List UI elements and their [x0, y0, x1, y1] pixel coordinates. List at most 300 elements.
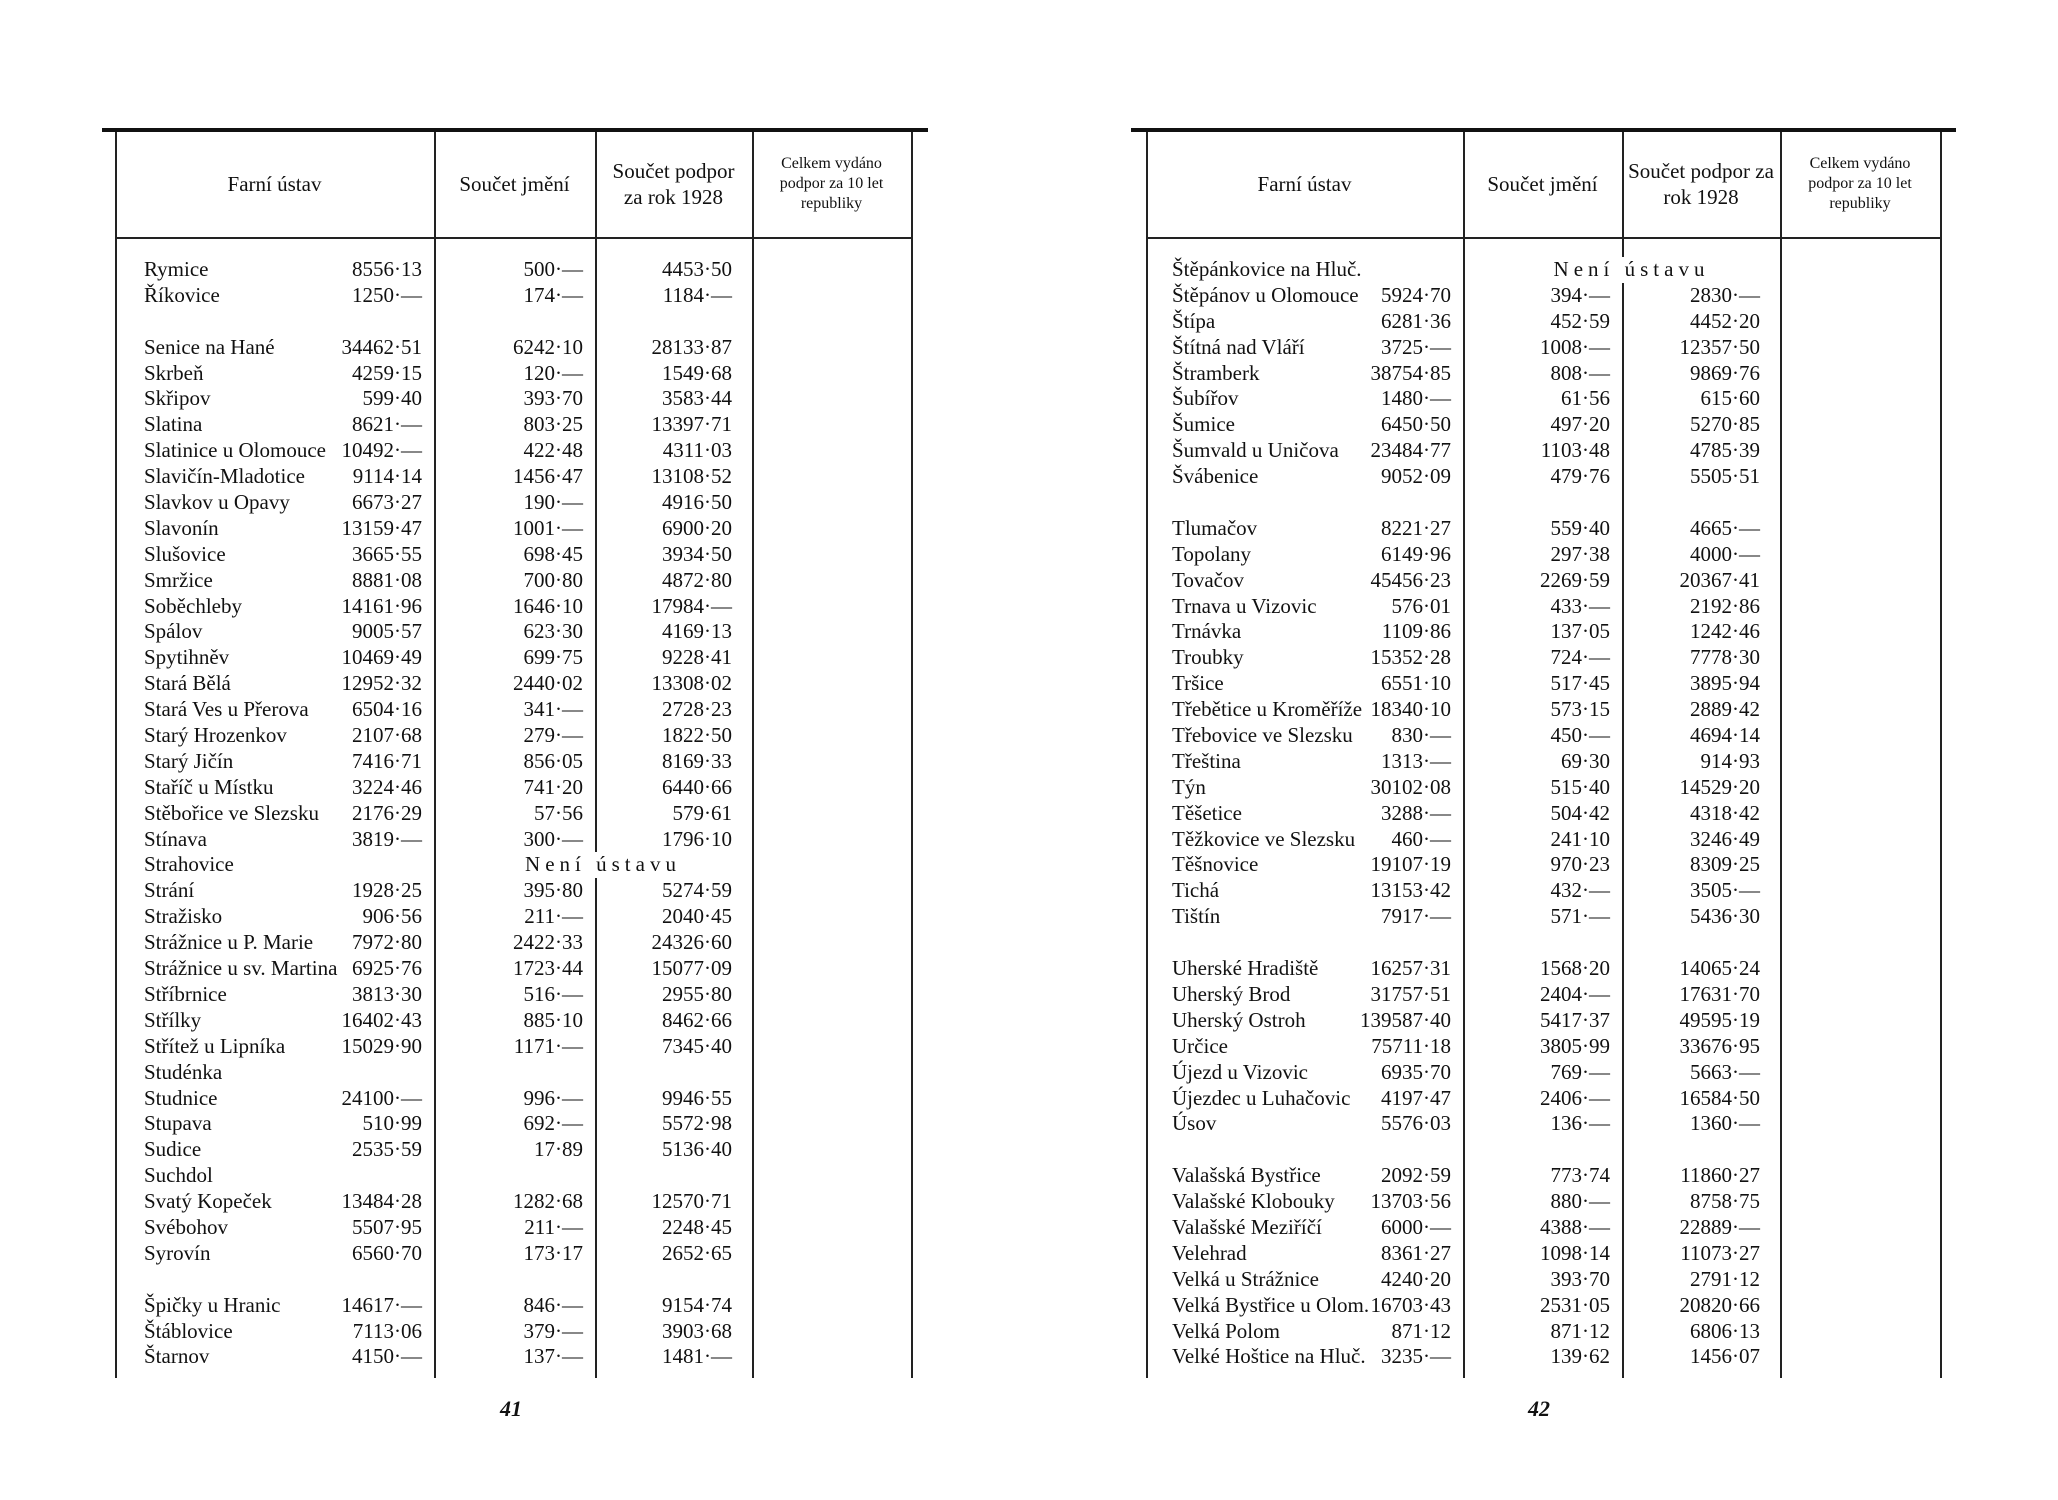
- parish-name: Šumice: [1172, 412, 1235, 437]
- support-1928-value: 211·—: [524, 1214, 583, 1239]
- assets-value: 3725·—: [1381, 334, 1451, 359]
- assets-value: 139587·40: [1360, 1007, 1451, 1032]
- parish-name: Stará Bělá: [144, 671, 231, 696]
- total-10-years-value: 1481·—: [662, 1344, 732, 1369]
- assets-value: 6925·76: [352, 956, 422, 981]
- assets-value: 6551·10: [1381, 671, 1451, 696]
- support-1928-value: 741·20: [523, 774, 583, 799]
- support-1928-value: 241·10: [1550, 826, 1610, 851]
- support-1928-value: 173·17: [523, 1240, 583, 1265]
- support-1928-value: 1103·48: [1540, 438, 1610, 463]
- total-10-years-value: 8462·66: [662, 1007, 732, 1032]
- support-1928-value: 698·45: [523, 541, 583, 566]
- parish-name: Štramberk: [1172, 360, 1260, 385]
- assets-value: 1250·—: [352, 282, 422, 307]
- total-10-years-value: 4453·50: [662, 257, 732, 281]
- parish-name: Strahovice: [144, 852, 234, 877]
- assets-value: 6504·16: [352, 697, 422, 722]
- assets-value: 510·99: [362, 1111, 422, 1136]
- assets-value: 599·40: [362, 386, 422, 411]
- total-10-years-value: 1242·46: [1690, 619, 1760, 644]
- parish-name: Rymice: [144, 257, 209, 281]
- total-10-years-value: 33676·95: [1679, 1033, 1760, 1058]
- total-10-years-value: 4169·13: [662, 619, 732, 644]
- support-1928-value: 433·—: [1550, 593, 1610, 618]
- parish-name: Studnice: [144, 1085, 218, 1110]
- support-1928-value: 2404·—: [1540, 981, 1610, 1006]
- parish-name: Uherský Ostroh: [1172, 1007, 1306, 1032]
- assets-value: 14161·96: [341, 593, 422, 618]
- total-10-years-value: 4311·03: [662, 438, 732, 463]
- assets-value: 3665·55: [352, 541, 422, 566]
- parish-name: Skřipov: [144, 386, 211, 411]
- header-soucet-podpor: Součet podpor za rok 1928: [612, 158, 735, 209]
- assets-value: 3224·46: [352, 774, 422, 799]
- assets-value: 23484·77: [1370, 438, 1451, 463]
- assets-value: 7113·06: [352, 1318, 422, 1343]
- parish-name: Smržice: [144, 567, 213, 592]
- total-10-years-value: 579·61: [672, 800, 732, 825]
- parish-name: Slavonín: [144, 515, 219, 540]
- parish-name: Stěbořice ve Slezsku: [144, 800, 319, 825]
- support-1928-value: 4388·—: [1540, 1214, 1610, 1239]
- total-10-years-value: 15077·09: [651, 956, 732, 981]
- assets-value: 8361·27: [1381, 1240, 1451, 1265]
- header-rule: [115, 237, 911, 239]
- parish-name: Střílky: [144, 1007, 202, 1032]
- parish-name: Třebovice ve Slezsku: [1172, 723, 1353, 748]
- parish-name: Trnava u Vizovic: [1172, 593, 1317, 618]
- total-10-years-value: 3934·50: [662, 541, 732, 566]
- support-1928-value: 300·—: [523, 826, 583, 851]
- assets-value: 2176·29: [352, 800, 422, 825]
- total-10-years-value: 11073·27: [1680, 1240, 1760, 1265]
- assets-value: 7416·71: [352, 748, 422, 773]
- parish-name: Staříč u Místku: [144, 774, 274, 799]
- total-10-years-value: 2728·23: [662, 697, 732, 722]
- assets-value: 1313·—: [1381, 748, 1451, 773]
- parish-name: Štěpánov u Olomouce: [1172, 282, 1359, 307]
- assets-value: 19107·19: [1370, 852, 1451, 877]
- total-10-years-value: 3903·68: [662, 1318, 732, 1343]
- total-10-years-value: 5572·98: [662, 1111, 732, 1136]
- parish-name: Slavičín-Mladotice: [144, 464, 305, 489]
- parish-name: Štěpánkovice na Hluč.: [1172, 257, 1362, 281]
- total-10-years-value: 4452·20: [1690, 308, 1760, 333]
- support-1928-value: 699·75: [523, 645, 583, 670]
- support-1928-value: 341·—: [523, 697, 583, 722]
- column-rule: [752, 132, 754, 1378]
- parish-name: Štáblovice: [144, 1318, 233, 1343]
- total-10-years-value: 8169·33: [662, 748, 732, 773]
- assets-value: 45456·23: [1370, 567, 1451, 592]
- parish-name: Strážnice u P. Marie: [144, 930, 314, 955]
- header-farni-ustav: Farní ústav: [1257, 171, 1352, 196]
- support-1928-value: 517·45: [1550, 671, 1610, 696]
- parish-name: Slušovice: [144, 541, 226, 566]
- support-1928-value: 497·20: [1550, 412, 1610, 437]
- total-10-years-value: 4872·80: [662, 567, 732, 592]
- support-1928-value: 450·—: [1550, 723, 1610, 748]
- assets-value: 7972·80: [352, 930, 422, 955]
- support-1928-value: 808·—: [1550, 360, 1610, 385]
- total-10-years-value: 9228·41: [662, 645, 732, 670]
- parish-name: Třebětice u Kroměříže: [1172, 697, 1363, 722]
- total-10-years-value: 4000·—: [1690, 541, 1760, 566]
- parish-name: Velká Bystřice u Olom.: [1172, 1292, 1370, 1317]
- parish-name: Velké Hoštice na Hluč.: [1172, 1344, 1366, 1369]
- parish-name: Topolany: [1172, 541, 1252, 566]
- assets-value: 16703·43: [1370, 1292, 1451, 1317]
- assets-value: 3813·30: [352, 981, 422, 1006]
- total-10-years-value: 20367·41: [1679, 567, 1760, 592]
- parish-name: Štarnov: [144, 1344, 210, 1369]
- support-1928-value: 394·—: [1550, 282, 1610, 307]
- assets-value: 4259·15: [352, 360, 422, 385]
- support-1928-value: 120·—: [523, 360, 583, 385]
- parish-name: Újezdec u Luhačovic: [1172, 1085, 1351, 1110]
- assets-value: 15352·28: [1370, 645, 1451, 670]
- support-1928-value: 422·48: [523, 438, 583, 463]
- parish-name: Tichá: [1172, 878, 1220, 903]
- support-1928-value: 393·70: [1550, 1266, 1610, 1291]
- total-10-years-value: 1456·07: [1690, 1344, 1760, 1369]
- assets-value: 6935·70: [1381, 1059, 1451, 1084]
- assets-value: 13153·42: [1370, 878, 1451, 903]
- total-10-years-value: 2955·80: [662, 981, 732, 1006]
- parish-name: Štípa: [1172, 308, 1216, 333]
- support-1928-value: 432·—: [1550, 878, 1610, 903]
- table-top-rule: [1131, 128, 1956, 132]
- assets-value: 6281·36: [1381, 308, 1451, 333]
- support-1928-value: 1171·—: [513, 1033, 583, 1058]
- parish-name: Strání: [144, 878, 195, 903]
- parish-name: Slatina: [144, 412, 203, 437]
- total-10-years-value: 28133·87: [651, 334, 732, 359]
- total-10-years-value: 5274·59: [662, 878, 732, 903]
- support-1928-value: 6242·10: [513, 334, 583, 359]
- not-exists-note: Není ústavu: [1483, 257, 1780, 283]
- total-10-years-value: 6440·66: [662, 774, 732, 799]
- support-1928-value: 2269·59: [1540, 567, 1610, 592]
- parish-name: Velká u Strážnice: [1172, 1266, 1319, 1291]
- support-1928-value: 846·—: [523, 1292, 583, 1317]
- parish-name: Švábenice: [1172, 464, 1259, 489]
- support-1928-value: 17·89: [534, 1137, 583, 1162]
- parish-name: Suchdol: [144, 1163, 213, 1188]
- support-1928-value: 571·—: [1550, 904, 1610, 929]
- assets-value: 9114·14: [352, 464, 422, 489]
- assets-value: 2092·59: [1381, 1163, 1451, 1188]
- parish-name: Těžkovice ve Slezsku: [1172, 826, 1356, 851]
- total-10-years-value: 5436·30: [1690, 904, 1760, 929]
- assets-value: 4150·—: [352, 1344, 422, 1369]
- parish-name: Slavkov u Opavy: [144, 490, 290, 515]
- total-10-years-value: 13397·71: [651, 412, 732, 437]
- support-1928-value: 279·—: [523, 723, 583, 748]
- total-10-years-value: 2889·42: [1690, 697, 1760, 722]
- parish-name: Velehrad: [1172, 1240, 1247, 1265]
- assets-value: 5924·70: [1381, 282, 1451, 307]
- total-10-years-value: 6806·13: [1690, 1318, 1760, 1343]
- assets-value: 12952·32: [341, 671, 422, 696]
- assets-value: 6560·70: [352, 1240, 422, 1265]
- parish-name: Špičky u Hranic: [144, 1292, 281, 1317]
- parish-name: Skrbeň: [144, 360, 204, 385]
- support-1928-value: 2406·—: [1540, 1085, 1610, 1110]
- support-1928-value: 500·—: [523, 257, 583, 281]
- support-1928-value: 700·80: [523, 567, 583, 592]
- assets-value: 10469·49: [341, 645, 422, 670]
- page-number: 42: [1528, 1396, 1550, 1421]
- assets-value: 871·12: [1391, 1318, 1451, 1343]
- total-10-years-value: 11860·27: [1680, 1163, 1760, 1188]
- total-10-years-value: 13308·02: [651, 671, 732, 696]
- total-10-years-value: 1549·68: [662, 360, 732, 385]
- total-10-years-value: 14065·24: [1679, 956, 1760, 981]
- total-10-years-value: 2791·12: [1690, 1266, 1760, 1291]
- header-soucet-podpor: Součet podpor za rok 1928: [1628, 158, 1774, 209]
- total-10-years-value: 16584·50: [1679, 1085, 1760, 1110]
- assets-value: 6000·—: [1381, 1214, 1451, 1239]
- header-soucet-jmeni: Součet jmění: [1487, 171, 1598, 196]
- assets-value: 75711·18: [1371, 1033, 1451, 1058]
- total-10-years-value: 22889·—: [1679, 1214, 1760, 1239]
- assets-value: 14617·—: [341, 1292, 422, 1317]
- total-10-years-value: 4916·50: [662, 490, 732, 515]
- total-10-years-value: 1360·—: [1690, 1111, 1760, 1136]
- assets-value: 7917·—: [1381, 904, 1451, 929]
- total-10-years-value: 14529·20: [1679, 774, 1760, 799]
- parish-name: Strážnice u sv. Martina: [144, 956, 338, 981]
- parish-name: Svébohov: [144, 1214, 228, 1239]
- total-10-years-value: 6900·20: [662, 515, 732, 540]
- parish-name: Těšetice: [1172, 800, 1242, 825]
- column-rule: [1940, 132, 1942, 1378]
- support-1928-value: 1646·10: [513, 593, 583, 618]
- assets-value: 5507·95: [352, 1214, 422, 1239]
- support-1928-value: 516·—: [523, 981, 583, 1006]
- support-1928-value: 856·05: [523, 748, 583, 773]
- total-10-years-value: 12357·50: [1679, 334, 1760, 359]
- assets-value: 13484·28: [341, 1189, 422, 1214]
- support-1928-value: 3805·99: [1540, 1033, 1610, 1058]
- assets-value: 906·56: [362, 904, 422, 929]
- parish-name: Stříbrnice: [144, 981, 227, 1006]
- parish-name: Týn: [1172, 774, 1206, 799]
- table-top-rule: [102, 128, 928, 132]
- parish-name: Stará Ves u Přerova: [144, 697, 309, 722]
- assets-value: 8556·13: [352, 257, 422, 281]
- parish-name: Sudice: [144, 1137, 202, 1162]
- support-1928-value: 559·40: [1550, 515, 1610, 540]
- support-1928-value: 137·05: [1550, 619, 1610, 644]
- parish-name: Těšnovice: [1172, 852, 1259, 877]
- parish-name: Valašská Bystřice: [1172, 1163, 1321, 1188]
- header-farni-ustav: Farní ústav: [227, 171, 322, 196]
- parish-name: Tlumačov: [1172, 515, 1258, 540]
- support-1928-value: 1456·47: [513, 464, 583, 489]
- parish-name: Tovačov: [1172, 567, 1245, 592]
- assets-value: 1928·25: [352, 878, 422, 903]
- assets-value: 38754·85: [1370, 360, 1451, 385]
- assets-value: 9005·57: [352, 619, 422, 644]
- parish-name: Újezd u Vizovic: [1172, 1059, 1308, 1084]
- parish-name: Valašské Meziříčí: [1172, 1214, 1322, 1239]
- total-10-years-value: 5270·85: [1690, 412, 1760, 437]
- total-10-years-value: 615·60: [1700, 386, 1760, 411]
- column-rule: [911, 132, 913, 1378]
- column-rule: [1780, 132, 1782, 1378]
- total-10-years-value: 24326·60: [651, 930, 732, 955]
- total-10-years-value: 5663·—: [1690, 1059, 1760, 1084]
- support-1928-value: 136·—: [1550, 1111, 1610, 1136]
- support-1928-value: 504·42: [1550, 800, 1610, 825]
- parish-name: Stražisko: [144, 904, 223, 929]
- assets-value: 8621·—: [352, 412, 422, 437]
- parish-name: Valašské Klobouky: [1172, 1189, 1335, 1214]
- assets-value: 4240·20: [1381, 1266, 1451, 1291]
- support-1928-value: 880·—: [1550, 1189, 1610, 1214]
- assets-value: 460·—: [1391, 826, 1451, 851]
- total-10-years-value: 2040·45: [662, 904, 732, 929]
- not-exists-note: Není ústavu: [454, 852, 752, 878]
- assets-value: 8881·08: [352, 567, 422, 592]
- assets-value: 6149·96: [1381, 541, 1451, 566]
- parish-name: Třeština: [1172, 748, 1241, 773]
- support-1928-value: 395·80: [523, 878, 583, 903]
- total-10-years-value: 3583·44: [662, 386, 732, 411]
- support-1928-value: 139·62: [1550, 1344, 1610, 1369]
- assets-value: 8221·27: [1381, 515, 1451, 540]
- total-10-years-value: 914·93: [1700, 748, 1760, 773]
- assets-value: 1480·—: [1381, 386, 1451, 411]
- support-1928-value: 871·12: [1550, 1318, 1610, 1343]
- total-10-years-value: 20820·66: [1679, 1292, 1760, 1317]
- support-1928-value: 724·—: [1550, 645, 1610, 670]
- total-10-years-value: 7345·40: [662, 1033, 732, 1058]
- support-1928-value: 1001·—: [513, 515, 583, 540]
- support-1928-value: 297·38: [1550, 541, 1610, 566]
- assets-value: 6673·27: [352, 490, 422, 515]
- parish-name: Štítná nad Vláří: [1172, 334, 1305, 359]
- support-1928-value: 190·—: [523, 490, 583, 515]
- support-1928-value: 803·25: [523, 412, 583, 437]
- assets-value: 2535·59: [352, 1137, 422, 1162]
- support-1928-value: 885·10: [523, 1007, 583, 1032]
- parish-name: Velká Polom: [1172, 1318, 1280, 1343]
- assets-value: 16402·43: [341, 1007, 422, 1032]
- assets-value: 3819·—: [352, 826, 422, 851]
- support-1928-value: 1098·14: [1540, 1240, 1610, 1265]
- assets-value: 24100·—: [341, 1085, 422, 1110]
- support-1928-value: 174·—: [523, 282, 583, 307]
- support-1928-value: 623·30: [523, 619, 583, 644]
- support-1928-value: 69·30: [1561, 748, 1610, 773]
- total-10-years-value: 4694·14: [1690, 723, 1760, 748]
- support-1928-value: 769·—: [1550, 1059, 1610, 1084]
- total-10-years-value: 1184·—: [662, 282, 732, 307]
- support-1928-value: 393·70: [523, 386, 583, 411]
- total-10-years-value: 8758·75: [1690, 1189, 1760, 1214]
- support-1928-value: 211·—: [524, 904, 583, 929]
- assets-value: 34462·51: [341, 334, 422, 359]
- parish-name: Syrovín: [144, 1240, 211, 1265]
- parish-name: Uherské Hradiště: [1172, 956, 1319, 981]
- support-1928-value: 2531·05: [1540, 1292, 1610, 1317]
- total-10-years-value: 8309·25: [1690, 852, 1760, 877]
- support-1928-value: 1008·—: [1540, 334, 1610, 359]
- support-1928-value: 692·—: [523, 1111, 583, 1136]
- assets-value: 576·01: [1391, 593, 1451, 618]
- total-10-years-value: 3895·94: [1690, 671, 1760, 696]
- total-10-years-value: 1822·50: [662, 723, 732, 748]
- assets-value: 2107·68: [352, 723, 422, 748]
- parish-name: Šubířov: [1172, 386, 1239, 411]
- support-1928-value: 5417·37: [1540, 1007, 1610, 1032]
- parish-name: Soběchleby: [144, 593, 242, 618]
- parish-name: Určice: [1172, 1033, 1228, 1058]
- assets-value: 4197·47: [1381, 1085, 1451, 1110]
- header-celkem-vydano: Celkem vydáno podpor za 10 let republiky: [1808, 155, 1912, 212]
- header-rule: [1146, 237, 1940, 239]
- total-10-years-value: 4785·39: [1690, 438, 1760, 463]
- support-1928-value: 57·56: [534, 800, 583, 825]
- total-10-years-value: 13108·52: [651, 464, 732, 489]
- header-celkem-vydano: Celkem vydáno podpor za 10 let republiky: [779, 155, 884, 212]
- parish-name: Spytihněv: [144, 645, 230, 670]
- assets-value: 31757·51: [1370, 981, 1451, 1006]
- assets-value: 15029·90: [341, 1033, 422, 1058]
- total-10-years-value: 2830·—: [1690, 282, 1760, 307]
- support-1928-value: 1282·68: [513, 1189, 583, 1214]
- support-1928-value: 61·56: [1561, 386, 1610, 411]
- parish-name: Troubky: [1172, 645, 1244, 670]
- assets-value: 16257·31: [1370, 956, 1451, 981]
- parish-name: Tištín: [1172, 904, 1221, 929]
- total-10-years-value: 2192·86: [1690, 593, 1760, 618]
- total-10-years-value: 3505·—: [1690, 878, 1760, 903]
- parish-name: Úsov: [1172, 1111, 1217, 1136]
- total-10-years-value: 9946·55: [662, 1085, 732, 1110]
- total-10-years-value: 4318·42: [1690, 800, 1760, 825]
- parish-name: Svatý Kopeček: [144, 1189, 272, 1214]
- support-1928-value: 515·40: [1550, 774, 1610, 799]
- assets-value: 5576·03: [1381, 1111, 1451, 1136]
- assets-value: 13159·47: [341, 515, 422, 540]
- assets-value: 10492·—: [341, 438, 422, 463]
- parish-name: Šumvald u Uničova: [1172, 438, 1339, 463]
- parish-name: Starý Jičín: [144, 748, 234, 773]
- parish-name: Slatinice u Olomouce: [144, 438, 326, 463]
- parish-name: Říkovice: [144, 282, 220, 307]
- assets-value: 830·—: [1391, 723, 1451, 748]
- total-10-years-value: 1796·10: [662, 826, 732, 851]
- parish-name: Trnávka: [1172, 619, 1242, 644]
- parish-name: Starý Hrozenkov: [144, 723, 287, 748]
- total-10-years-value: 5136·40: [662, 1137, 732, 1162]
- parish-name: Stínava: [144, 826, 207, 851]
- page-number: 41: [500, 1396, 522, 1421]
- assets-value: 9052·09: [1381, 464, 1451, 489]
- total-10-years-value: 49595·19: [1679, 1007, 1760, 1032]
- assets-value: 18340·10: [1370, 697, 1451, 722]
- support-1928-value: 2422·33: [513, 930, 583, 955]
- total-10-years-value: 2248·45: [662, 1214, 732, 1239]
- total-10-years-value: 17631·70: [1679, 981, 1760, 1006]
- support-1928-value: 773·74: [1550, 1163, 1610, 1188]
- total-10-years-value: 5505·51: [1690, 464, 1760, 489]
